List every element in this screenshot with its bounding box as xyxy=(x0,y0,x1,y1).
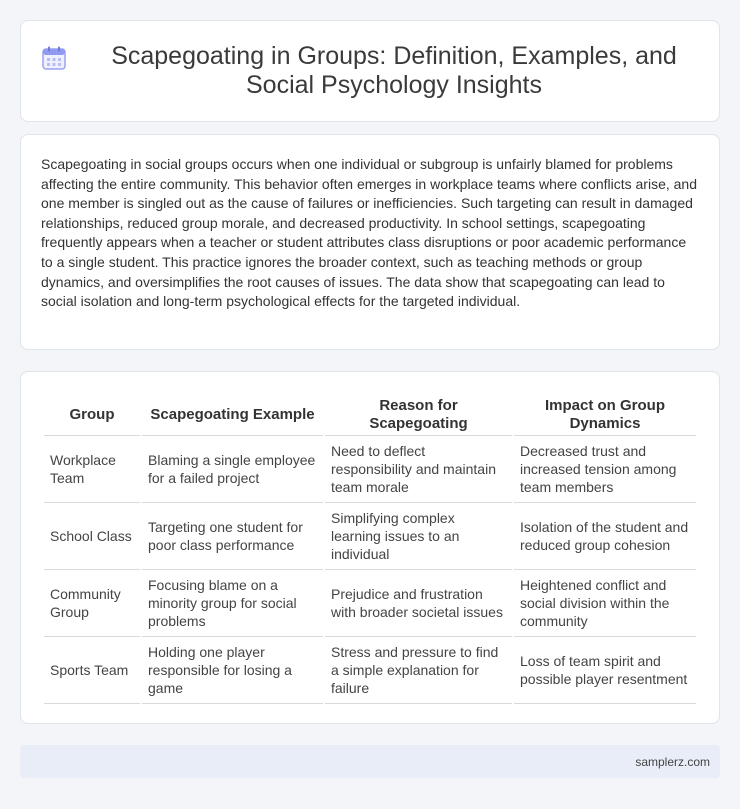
cell-group: School Class xyxy=(44,503,140,570)
calendar-icon xyxy=(41,45,67,71)
cell-impact: Decreased trust and increased tension among team members xyxy=(514,436,696,503)
table-row xyxy=(44,637,696,704)
cell-reason: Need to deflect responsibility and maintain team morale xyxy=(325,436,512,503)
cell-example: Blaming a single employee for a failed project xyxy=(142,436,323,503)
cell-impact: Isolation of the student and reduced group cohesion xyxy=(514,503,696,570)
header-reason: Reason for Scapegoating xyxy=(325,392,512,436)
footer-brand-link[interactable]: samplerz.com xyxy=(635,755,710,769)
title-wrap xyxy=(21,21,719,121)
footer xyxy=(20,745,720,778)
table-row xyxy=(44,570,696,637)
table-row xyxy=(44,436,696,503)
cell-impact: Heightened conflict and social division within the community xyxy=(514,570,696,637)
scapegoating-table xyxy=(42,392,698,704)
table-header-row xyxy=(44,392,696,436)
cell-group: Sports Team xyxy=(44,637,140,704)
table-card xyxy=(20,371,720,724)
intro-paragraph: Scapegoating in social groups occurs when one individual or subgroup is unfairly blamed for problems affecting the entire community. This behavior often emerges in workplace teams where conflicts arise, and one member is singled out as the cause of failures or inefficiencies. Such targeting can result in damaged relationships, reduced group morale, and decreased productivity. In school settings, scapegoating frequently appears when a teacher or student attributes class disruptions or poor academic performance to a single student. This practice ignores the broader context, such as teaching methods or group dynamics, and oversimplifies the root causes of issues. The data show that scapegoating can lead to social isolation and long-term psychological effects for the targeted individual. xyxy=(41,156,697,310)
header-group: Group xyxy=(44,392,140,436)
intro-card xyxy=(20,134,720,350)
cell-example: Targeting one student for poor class performance xyxy=(142,503,323,570)
table-row xyxy=(44,503,696,570)
header-impact: Impact on Group Dynamics xyxy=(514,392,696,436)
cell-reason: Stress and pressure to find a simple explanation for failure xyxy=(325,637,512,704)
title-card xyxy=(20,20,720,122)
cell-reason: Simplifying complex learning issues to an individual xyxy=(325,503,512,570)
page-title: Scapegoating in Groups: Definition, Examples, and Social Psychology Insights xyxy=(111,42,677,99)
cell-example: Focusing blame on a minority group for social problems xyxy=(142,570,323,637)
cell-impact: Loss of team spirit and possible player resentment xyxy=(514,637,696,704)
cell-reason: Prejudice and frustration with broader societal issues xyxy=(325,570,512,637)
header-example: Scapegoating Example xyxy=(142,392,323,436)
cell-group: Workplace Team xyxy=(44,436,140,503)
cell-example: Holding one player responsible for losing a game xyxy=(142,637,323,704)
cell-group: Community Group xyxy=(44,570,140,637)
